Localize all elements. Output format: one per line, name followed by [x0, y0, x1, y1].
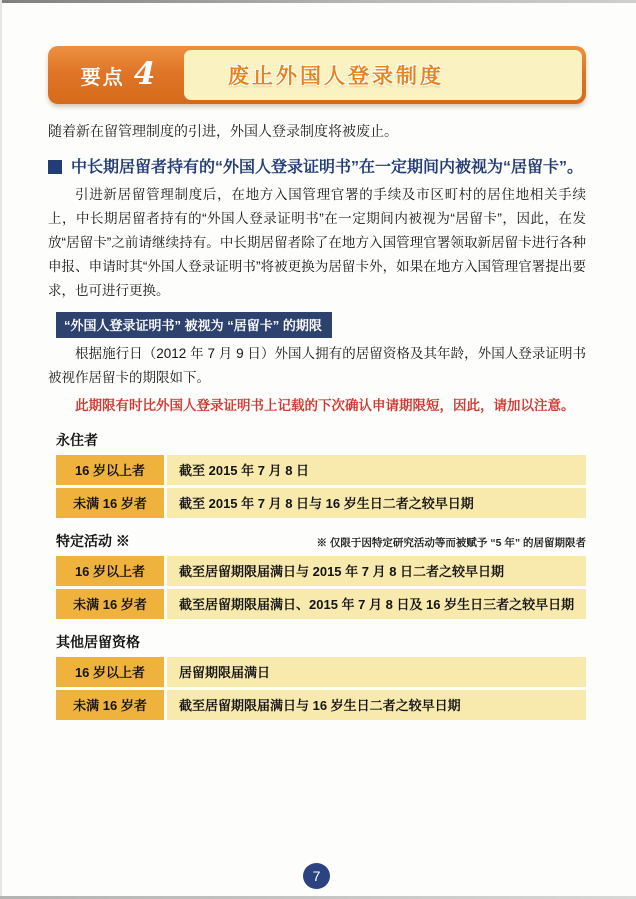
- table-other-statuses: [56, 632, 586, 720]
- age-group-cell: 未满 16 岁者: [56, 690, 164, 720]
- deadline-cell: 居留期限届满日: [167, 657, 586, 687]
- table-heading: [56, 430, 586, 450]
- square-bullet-icon: [48, 160, 62, 174]
- deadline-cell: 截至 2015 年 7 月 8 日: [167, 455, 586, 485]
- age-group-cell: 未满 16 岁者: [56, 488, 164, 518]
- page-title: 废止外国人登录制度: [228, 65, 444, 88]
- table-permanent-resident: [56, 430, 586, 518]
- table-row: [56, 690, 586, 720]
- table-title: 特定活动 ※: [56, 533, 130, 549]
- page-number-badge: 7: [303, 863, 330, 889]
- deadline-label-row: [48, 303, 586, 338]
- age-group-cell: 未满 16 岁者: [56, 589, 164, 619]
- age-group-cell: 16 岁以上者: [56, 657, 164, 687]
- deadline-cell: 截至居留期限届满日、2015 年 7 月 8 日及 16 岁生日三者之较早日期: [167, 589, 586, 619]
- point-badge: [52, 50, 184, 100]
- section-heading-text: 中长期居留者持有的“外国人登录证明书”在一定期间内被视为“居留卡”。: [71, 159, 584, 176]
- table-row: [56, 657, 586, 687]
- intro-text: 随着新在留管理制度的引进，外国人登录制度将被废止。: [48, 123, 398, 139]
- table-heading: [56, 531, 586, 551]
- deadline-cell: 截至居留期限届满日与 2015 年 7 月 8 日二者之较早日期: [167, 556, 586, 586]
- point-badge-label: 要点: [80, 66, 125, 89]
- deadline-body-text: 根据施行日（2012 年 7 月 9 日）外国人拥有的居留资格及其年龄，外国人登录证明书被视作居留卡的期限如下。: [48, 346, 586, 385]
- section-heading: [48, 156, 586, 179]
- table-heading: [56, 632, 586, 652]
- scan-edge-left: [0, 0, 2, 899]
- age-group-cell: 16 岁以上者: [56, 455, 164, 485]
- age-group-cell: 16 岁以上者: [56, 556, 164, 586]
- warning-text: 此期限有时比外国人登录证明书上记载的下次确认申请期限短，因此，请加以注意。: [75, 398, 575, 413]
- deadline-cell: 截至 2015 年 7 月 8 日与 16 岁生日二者之较早日期: [167, 488, 586, 518]
- deadline-label: “外国人登录证明书” 被视为 “居留卡” 的期限: [56, 312, 332, 338]
- page-content: [0, 46, 636, 720]
- point-badge-number: 4: [133, 55, 156, 92]
- table-row: [56, 488, 586, 518]
- scan-edge-top: [0, 0, 636, 3]
- deadline-cell: 截至居留期限届满日与 16 岁生日二者之较早日期: [167, 690, 586, 720]
- table-designated-activities: [56, 531, 586, 619]
- header-title-panel: [184, 50, 582, 100]
- header-banner: [48, 46, 586, 104]
- table-title: 其他居留资格: [56, 634, 140, 650]
- table-row: [56, 589, 586, 619]
- table-title: 永住者: [56, 432, 98, 448]
- table-row: [56, 455, 586, 485]
- section-body-text: 引进新居留管理制度后，在地方入国管理官署的手续及市区町村的居住地相关手续上，中长期居留者持有的“外国人登录证明书”在一定期间内被视为“居留卡”，因此，在发放“居留卡”之前请继续持有。中长期居留者除了在地方入国管理官署领取新居留卡进行各种申报、申请时其“外国人登录证明书”将被更换为居留卡外，如果在地方入国管理官署提出要求，也可进行更换。: [48, 187, 586, 298]
- table-note: ※ 仅限于因特定研究活动等而被赋予 “5 年” 的居留期限者: [316, 537, 586, 549]
- table-row: [56, 556, 586, 586]
